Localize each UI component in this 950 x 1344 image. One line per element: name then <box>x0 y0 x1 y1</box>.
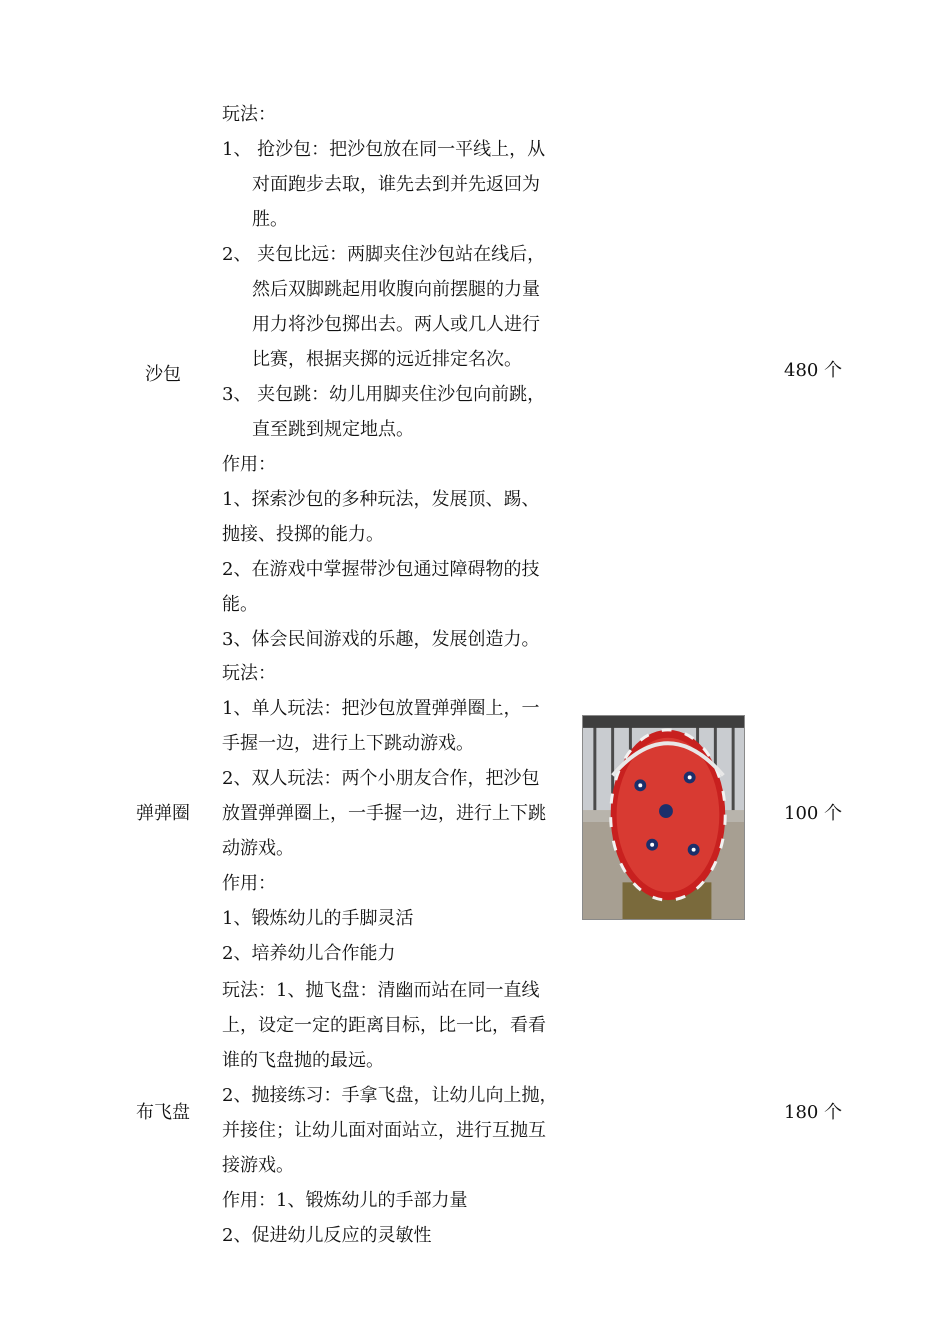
bounce-hoop-photo <box>582 715 745 920</box>
desc-line: 然后双脚跳起用收腹向前摆腿的力量 <box>252 279 540 300</box>
desc-line: 谁的飞盘抛的最远。 <box>222 1050 384 1071</box>
desc-line: 3、体会民间游戏的乐趣，发展创造力。 <box>222 629 540 650</box>
desc-line: 作用： <box>222 454 276 475</box>
desc-line: 并接住；让幼儿面对面站立，进行互抛互 <box>222 1120 546 1141</box>
desc-line: 手握一边，进行上下跳动游戏。 <box>222 733 474 754</box>
item-quantity-bounce-hoop: 100 个 <box>784 803 843 824</box>
desc-line: 玩法：1、抛飞盘：清幽而站在同一直线 <box>222 980 540 1001</box>
desc-line: 作用： <box>222 873 276 894</box>
item-name-sandbag: 沙包 <box>145 364 181 385</box>
item-quantity-sandbag: 480 个 <box>784 360 843 381</box>
item-quantity-cloth-frisbee: 180 个 <box>784 1102 843 1123</box>
desc-line: 动游戏。 <box>222 838 294 859</box>
desc-line: 2、培养幼儿合作能力 <box>222 943 396 964</box>
item-name-bounce-hoop: 弹弹圈 <box>136 803 190 824</box>
desc-line: 2、在游戏中掌握带沙包通过障碍物的技 <box>222 559 540 580</box>
desc-line: 2、抛接练习：手拿飞盘，让幼儿向上抛， <box>222 1085 558 1106</box>
desc-line: 2、双人玩法：两个小朋友合作，把沙包 <box>222 768 540 789</box>
desc-line: 2、促进幼儿反应的灵敏性 <box>222 1225 432 1246</box>
desc-line: 1、探索沙包的多种玩法，发展顶、踢、 <box>222 489 540 510</box>
desc-line: 对面跑步去取，谁先去到并先返回为 <box>252 174 540 195</box>
desc-line: 3、 夹包跳：幼儿用脚夹住沙包向前跳， <box>222 384 546 405</box>
desc-line: 抛接、投掷的能力。 <box>222 524 384 545</box>
desc-line: 上，设定一定的距离目标，比一比，看看 <box>222 1015 546 1036</box>
desc-line: 放置弹弹圈上，一手握一边，进行上下跳 <box>222 803 546 824</box>
desc-line: 作用：1、锻炼幼儿的手部力量 <box>222 1190 468 1211</box>
desc-line: 胜。 <box>252 209 288 230</box>
desc-line: 玩法： <box>222 663 276 684</box>
desc-line: 玩法： <box>222 104 276 125</box>
desc-line: 1、锻炼幼儿的手脚灵活 <box>222 908 414 929</box>
item-name-cloth-frisbee: 布飞盘 <box>136 1102 190 1123</box>
desc-line: 比赛，根据夹掷的远近排定名次。 <box>252 349 522 370</box>
desc-line: 2、 夹包比远：两脚夹住沙包站在线后， <box>222 244 546 265</box>
desc-line: 1、单人玩法：把沙包放置弹弹圈上，一 <box>222 698 540 719</box>
desc-line: 用力将沙包掷出去。两人或几人进行 <box>252 314 540 335</box>
desc-line: 1、 抢沙包：把沙包放在同一平线上，从 <box>222 139 546 160</box>
desc-line: 接游戏。 <box>222 1155 294 1176</box>
desc-line: 能。 <box>222 594 258 615</box>
desc-line: 直至跳到规定地点。 <box>252 419 414 440</box>
